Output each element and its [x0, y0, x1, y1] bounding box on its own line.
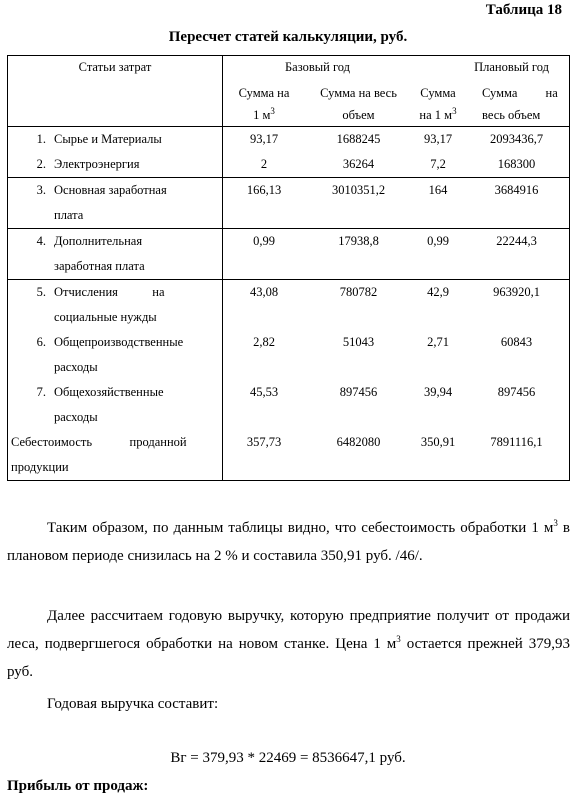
table-total-row: Себестоимость проданной продукции 357,73 6482080 350,91 7891116,1 — [8, 430, 570, 481]
table-number-label: Таблица 18 — [485, 2, 562, 18]
table-row: 4. Дополнительная заработная плата 0,99 17938,8 0,99 22244,3 — [8, 229, 570, 280]
header-base-total: Сумма на весь объем — [320, 86, 397, 122]
header-plan-per-m3: Сумма на 1 $м^3$ — [419, 86, 457, 122]
paragraph-conclusion: Таким образом, по данным таблицы видно, что себестоимость обработки 1 $м^3$ в плановом периоде снизилась на 2 % и составила 350,91 руб. /46/. — [7, 518, 570, 564]
table-row: 3. Основная заработная плата 166,13 3010351,2 164 3684916 — [8, 178, 570, 229]
table-row: 7. Общехозяйственные расходы 45,53 897456 39,94 897456 — [8, 380, 570, 430]
table-header-row — [8, 56, 570, 79]
table-row: 5. Отчисления на социальные нужды 43,08 780782 42,9 963920,1 — [8, 280, 570, 331]
cost-recalculation-table — [7, 55, 570, 481]
header-plan-total: Сумма на весь объем — [464, 78, 570, 127]
header-base-per-m3: Сумма на 1 $м^3$ — [223, 78, 306, 127]
table-row: 6. Общепроизводственные расходы 2,82 51043 2,71 60843 — [8, 330, 570, 380]
table-row: 1. Сырье и Материалы 93,17 1688245 93,17 2093436,7 — [8, 127, 570, 153]
header-base-year: Базовый год — [223, 56, 413, 79]
table-title: Пересчет статей калькуляции, руб. — [168, 29, 408, 45]
profit-heading: Прибыль от продаж: — [7, 778, 149, 794]
table-row: 2. Электроэнергия 2 36264 7,2 168300 — [8, 152, 570, 178]
paragraph-revenue-intro: Далее рассчитаем годовую выручку, которую предприятие получит от продажи леса, подвергшегося обработки на новом станке. Цена 1 $м^3$ остается прежней 379,93 руб. — [7, 608, 570, 680]
revenue-formula: Вг = 379,93 * 22469 = 8536647,1 руб. — [170, 750, 406, 766]
paragraph-annual-revenue: Годовая выручка составит: — [47, 696, 219, 712]
header-plan-year: Плановый год — [412, 56, 570, 79]
header-article: Статьи затрат — [8, 56, 223, 127]
